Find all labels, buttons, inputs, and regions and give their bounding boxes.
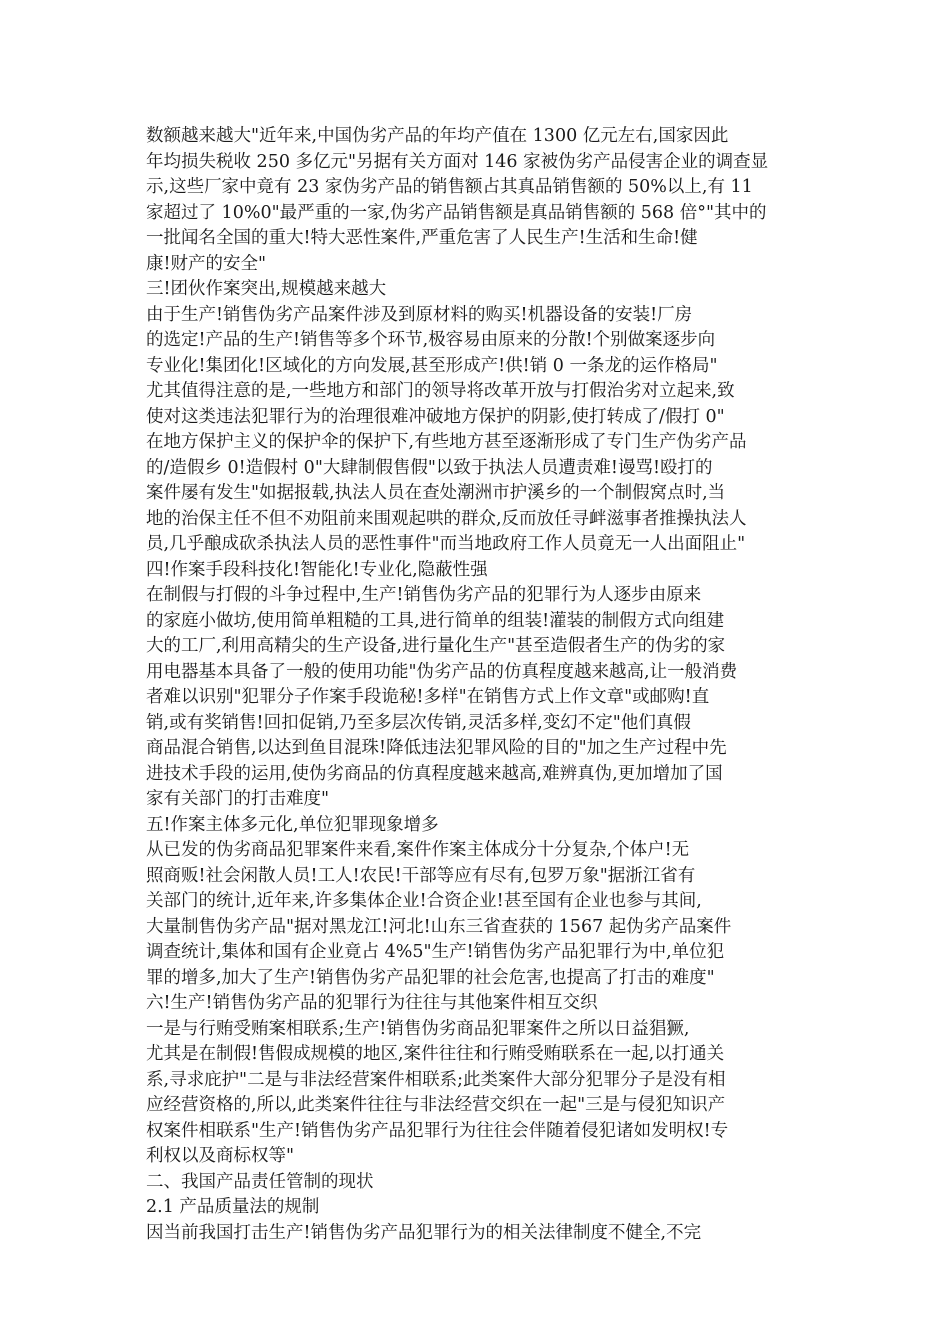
text-line: 销,或有奖销售!回扣促销,乃至多层次传销,灵活多样,变幻不定"他们真假 xyxy=(146,712,691,733)
text-line: 专业化!集团化!区域化的方向发展,甚至形成产!供!销 0 一条龙的运作格局" xyxy=(146,355,718,376)
text-line: 大量制售伪劣产品"据对黑龙江!河北!山东三省查获的 1567 起伪劣产品案件 xyxy=(146,916,732,937)
document-body xyxy=(146,124,816,1246)
text-line: 关部门的统计,近年来,许多集体企业!合资企业!甚至国有企业也参与其间, xyxy=(146,891,702,911)
text-line: 家有关部门的打击难度" xyxy=(146,789,330,809)
text-line: 调查统计,集体和国有企业竟占 4%5"生产!销售伪劣产品犯罪行为中,单位犯 xyxy=(146,942,725,962)
text-line: 的家庭小做坊,使用简单粗糙的工具,进行简单的组装!灌装的制假方式向组建 xyxy=(146,610,725,631)
text-line: 案件屡有发生"如据报载,执法人员在查处潮洲市护溪乡的一个制假窝点时,当 xyxy=(146,483,726,503)
text-line: 由于生产!销售伪劣产品案件涉及到原材料的购买!机器设备的安装!厂房 xyxy=(146,304,693,325)
text-line: 系,寻求庇护"二是与非法经营案件相联系;此类案件大部分犯罪分子是没有相 xyxy=(146,1069,726,1090)
text-line: 照商贩!社会闲散人员!工人!农民!干部等应有尽有,包罗万象"据浙江省有 xyxy=(146,865,696,886)
text-line: 三!团伙作案突出,规模越来越大 xyxy=(146,279,387,299)
text-line: 大的工厂,利用高精尖的生产设备,进行量化生产"甚至造假者生产的伪劣的家 xyxy=(146,636,726,656)
text-line: 因当前我国打击生产!销售伪劣产品犯罪行为的相关法律制度不健全,不完 xyxy=(146,1222,702,1243)
text-line: 数额越来越大"近年来,中国伪劣产品的年均产值在 1300 亿元左右,国家因此 xyxy=(146,126,729,146)
text-line: 在地方保护主义的保护伞的保护下,有些地方甚至逐渐形成了专门生产伪劣产品 xyxy=(146,432,747,452)
text-line: 一批闻名全国的重大!特大恶性案件,严重危害了人民生产!生活和生命!健 xyxy=(146,228,698,248)
text-line: 的/造假乡 0!造假村 0"大肆制假售假"以致于执法人员遭责难!谩骂!殴打的 xyxy=(146,457,713,478)
text-line: 利权以及商标权等" xyxy=(146,1146,295,1166)
text-line: 在制假与打假的斗争过程中,生产!销售伪劣产品的犯罪行为人逐步由原来 xyxy=(146,585,702,605)
text-line: 四!作案手段科技化!智能化!专业化,隐蔽性强 xyxy=(146,559,488,580)
text-line: 康!财产的安全" xyxy=(146,253,267,274)
text-line: 权案件相联系"生产!销售伪劣产品犯罪行为往往会伴随着侵犯诸如发明权!专 xyxy=(146,1120,729,1141)
text-line: 商品混合销售,以达到鱼目混珠!降低违法犯罪风险的目的"加之生产过程中先 xyxy=(146,738,727,758)
text-line: 从已发的伪劣商品犯罪案件来看,案件作案主体成分十分复杂,个体户!无 xyxy=(146,840,690,860)
text-line: 的选定!产品的生产!销售等多个环节,极容易由原来的分散!个别做案逐步向 xyxy=(146,330,716,350)
text-line: 罪的增多,加大了生产!销售伪劣产品犯罪的社会危害,也提高了打击的难度" xyxy=(146,967,715,988)
text-line: 者难以识别"犯罪分子作案手段诡秘!多样"在销售方式上作文章"或邮购!直 xyxy=(146,687,710,707)
text-line: 用电器基本具备了一般的使用功能"伪劣产品的仿真程度越来越高,让一般消费 xyxy=(146,661,738,682)
text-line: 一是与行贿受贿案相联系;生产!销售伪劣商品犯罪案件之所以日益猖獗, xyxy=(146,1018,690,1039)
text-line: 年均损失税收 250 多亿元"另据有关方面对 146 家被伪劣产品侵害企业的调查显 xyxy=(146,151,769,172)
text-line: 进技术手段的运用,使伪劣商品的仿真程度越来越高,难辨真伪,更加增加了国 xyxy=(146,763,723,784)
text-line: 示,这些厂家中竟有 23 家伪劣产品的销售额占其真品销售额的 50%以上,有 11 xyxy=(146,177,753,197)
text-line: 尤其是在制假!售假成规模的地区,案件往往和行贿受贿联系在一起,以打通关 xyxy=(146,1044,725,1064)
text-line: 使对这类违法犯罪行为的治理很难冲破地方保护的阴影,使打转成了/假打 0" xyxy=(146,406,725,427)
text-line: 地的治保主任不但不劝阻前来围观起哄的群众,反而放任寻衅滋事者推操执法人 xyxy=(146,508,747,529)
text-line: 六!生产!销售伪劣产品的犯罪行为往往与其他案件相互交织 xyxy=(146,993,598,1013)
text-line: 员,几乎酿成砍杀执法人员的恶性事件"而当地政府工作人员竟无一人出面阻止" xyxy=(146,534,746,554)
text-line: 尤其值得注意的是,一些地方和部门的领导将改革开放与打假治劣对立起来,致 xyxy=(146,381,735,401)
text-line: 五!作案主体多元化,单位犯罪现象增多 xyxy=(146,814,439,835)
text-line: 家超过了 10%0"最严重的一家,伪劣产品销售额是真品销售额的 568 倍°"其中的 xyxy=(146,202,767,223)
text-line: 应经营资格的,所以,此类案件往往与非法经营交织在一起"三是与侵犯知识产 xyxy=(146,1095,726,1115)
text-line: 2.1 产品质量法的规制 xyxy=(146,1197,320,1217)
text-line: 二、我国产品责任管制的现状 xyxy=(146,1171,374,1192)
